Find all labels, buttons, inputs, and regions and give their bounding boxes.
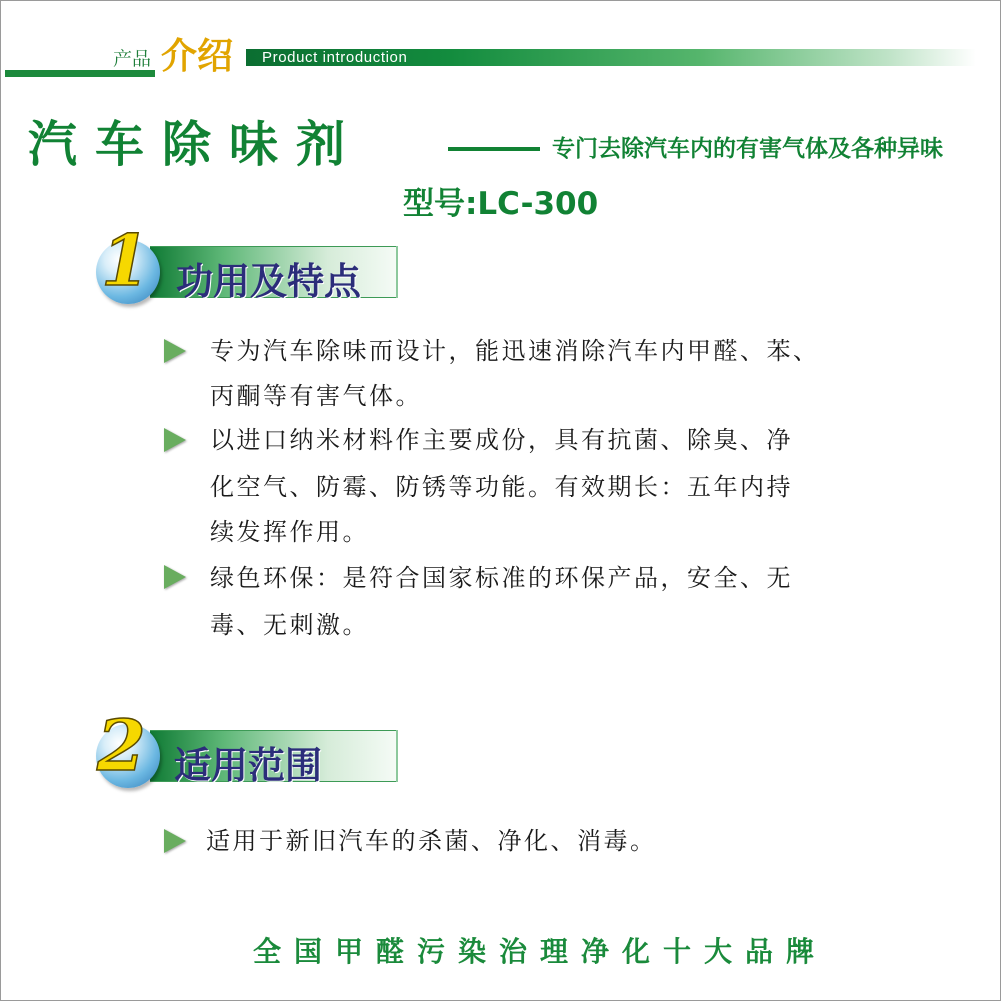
section-1-bar-edge: [396, 246, 398, 298]
bullet-2-line-3: 续发挥作用。: [210, 518, 369, 546]
bullet-1-line-1: 专为汽车除味而设计，能迅速消除汽车内甲醛、苯、: [210, 337, 820, 365]
bullet-triangle-icon: [164, 428, 186, 452]
header-label-small: 产品: [113, 48, 152, 70]
header-english-label: Product introduction: [262, 49, 408, 66]
product-subtitle: 专门去除汽车内的有害气体及各种异味: [552, 136, 943, 162]
section-1-number: 1: [101, 219, 150, 302]
bullet-2-line-2: 化空气、防霉、防锈等功能。有效期长：五年内持: [210, 473, 793, 501]
header-accent-bar: [5, 70, 155, 77]
bullet-3-line-1: 绿色环保：是符合国家标准的环保产品，安全、无: [210, 564, 793, 592]
section-2-bar-edge: [396, 730, 398, 782]
bullet-3-line-2: 毒、无刺激。: [210, 611, 369, 639]
section-2-heading: 适用范围: [174, 744, 322, 787]
header-label-big: 介绍: [161, 35, 234, 77]
product-title: 汽车除味剂: [28, 116, 364, 173]
section-1-heading: 功用及特点: [176, 260, 361, 303]
section-2-bullet-1: 适用于新旧汽车的杀菌、净化、消毒。: [206, 827, 657, 855]
title-dash: [448, 147, 540, 151]
bullet-1-line-2: 丙酮等有害气体。: [210, 382, 422, 410]
bullet-2-line-1: 以进口纳米材料作主要成份，具有抗菌、除臭、净: [210, 426, 793, 454]
bullet-triangle-icon: [164, 565, 186, 589]
footer-slogan: 全国甲醛污染治理净化十大品牌: [253, 935, 828, 968]
bullet-triangle-icon: [164, 339, 186, 363]
section-2-number: 2: [97, 704, 146, 787]
model-number: 型号:LC-300: [403, 186, 599, 222]
bullet-triangle-icon: [164, 829, 186, 853]
